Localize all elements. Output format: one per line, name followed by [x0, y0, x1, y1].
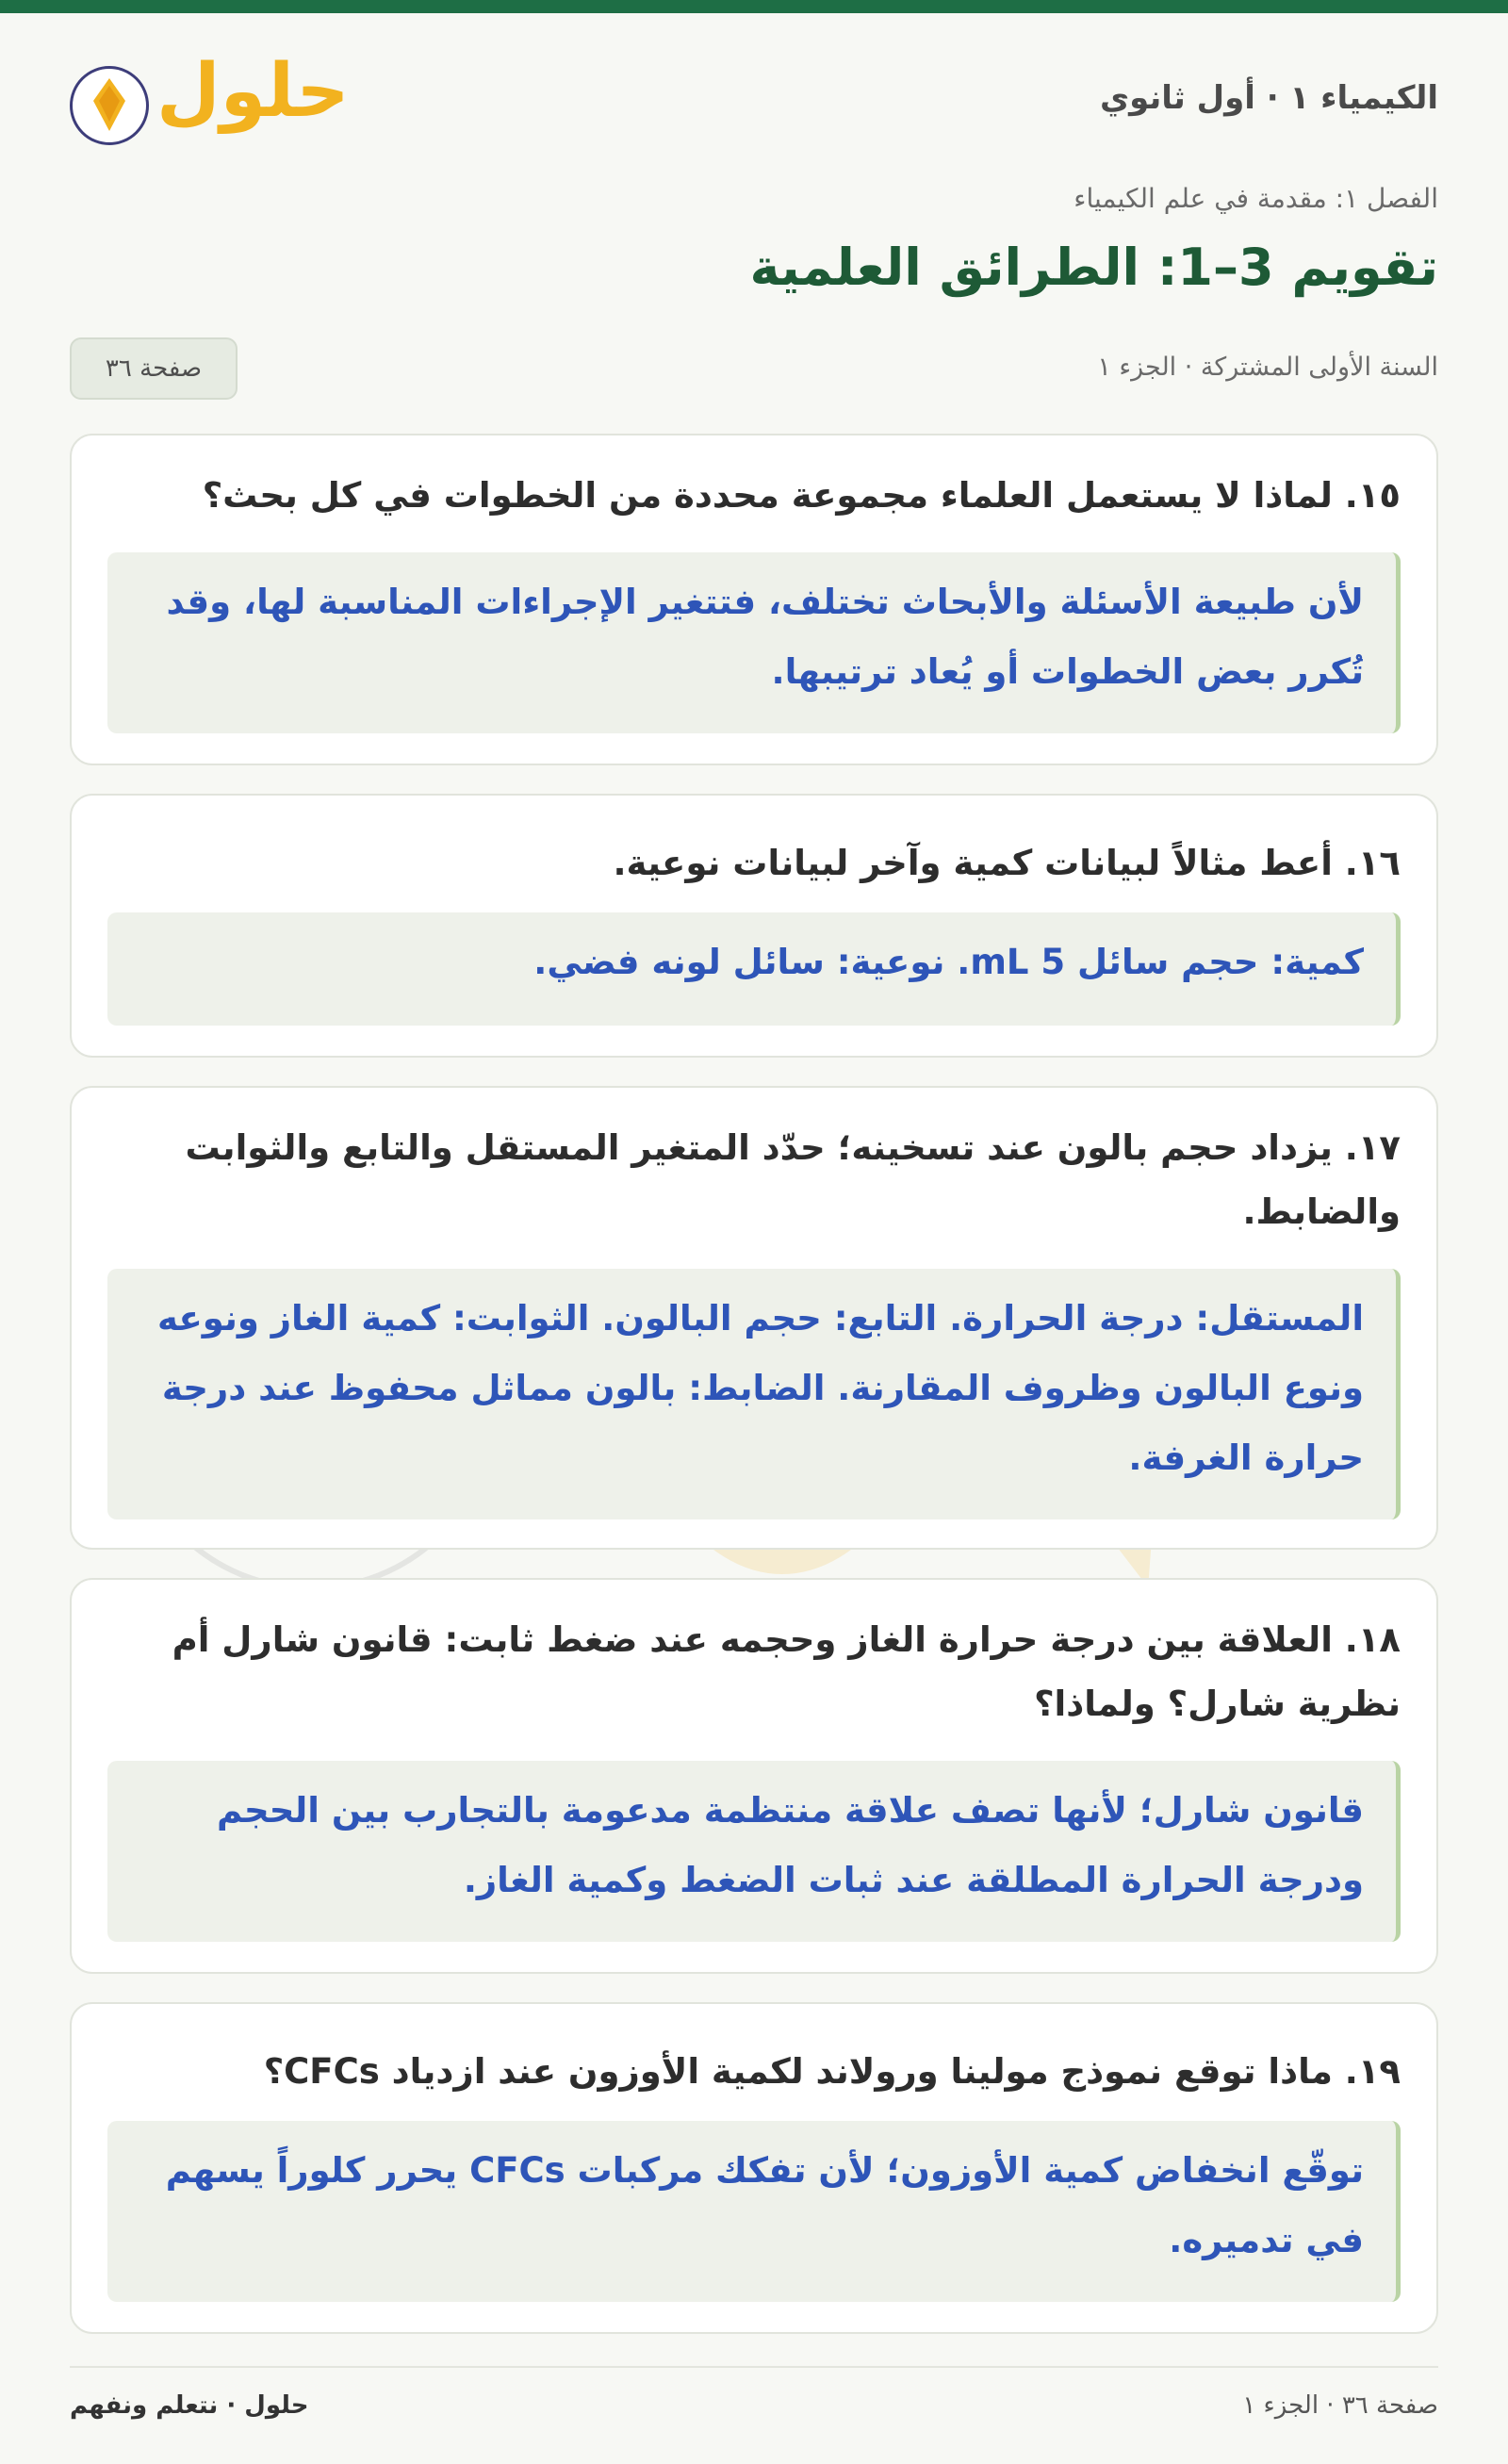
page-title: تقويم 3–1: الطرائق العلمية [749, 238, 1438, 297]
course-meta: السنة الأولى المشتركة · الجزء ١ [1097, 353, 1438, 382]
logo-wordmark: حلول [156, 49, 350, 134]
page-header [70, 49, 1438, 149]
footer-page-info: صفحة ٣٦ · الجزء ١ [1242, 2391, 1438, 2420]
question-text: ١٩. ماذا توقع نموذج مولينا ورولاند لكمية الأوزون عند ازدياد CFCs؟ [263, 2051, 1401, 2092]
hulul-logo[interactable] [70, 49, 350, 149]
footer-brand: حلول · نتعلم ونفهم [70, 2391, 309, 2420]
answer-text: لأن طبيعة الأسئلة والأبحاث تختلف، فتتغير الإجراءات المناسبة لها، وقد تُكرر بعض الخطوات أو يُعاد ترتيبها. [166, 582, 1364, 692]
page-number-badge: صفحة ٣٦ [70, 337, 238, 400]
answer-text: كمية: حجم سائل 5 mL. نوعية: سائل لونه فضي. [533, 942, 1364, 982]
answer-box [107, 552, 1401, 733]
question-text: ١٦. أعط مثالاً لبيانات كمية وآخر لبيانات نوعية. [613, 843, 1401, 883]
logo-emblem-icon [70, 66, 149, 145]
answer-box [107, 1269, 1401, 1519]
answer-box [107, 912, 1401, 1026]
question-card [70, 2002, 1438, 2334]
question-text: ١٥. لماذا لا يستعمل العلماء مجموعة محددة من الخطوات في كل بحث؟ [202, 475, 1401, 516]
answer-box [107, 1761, 1401, 1942]
question-card [70, 794, 1438, 1058]
answer-text: المستقل: درجة الحرارة. التابع: حجم البالون. الثوابت: كمية الغاز ونوعه ونوع البالون وظروف المقارنة. الضابط: بالون مماثل محفوظ عند درجة حرارة الغرفة. [157, 1298, 1364, 1478]
answer-text: توقّع انخفاض كمية الأوزون؛ لأن تفكك مركبات CFCs يحرر كلوراً يسهم في تدميره. [165, 2150, 1364, 2260]
answer-box [107, 2121, 1401, 2302]
answer-text: قانون شارل؛ لأنها تصف علاقة منتظمة مدعومة بالتجارب بين الحجم ودرجة الحرارة المطلقة عند ثبات الضغط وكمية الغاز. [217, 1790, 1364, 1900]
question-text: ١٧. يزداد حجم بالون عند تسخينه؛ حدّد المتغير المستقل والتابع والثوابت والضابط. [185, 1127, 1401, 1232]
footer-divider [70, 2366, 1438, 2368]
question-card [70, 1578, 1438, 1974]
chapter-label: الفصل ١: مقدمة في علم الكيمياء [1074, 183, 1438, 214]
top-accent-bar [0, 0, 1508, 13]
question-text: ١٨. العلاقة بين درجة حرارة الغاز وحجمه عند ضغط ثابت: قانون شارل أم نظرية شارل؟ ولماذا؟ [172, 1619, 1401, 1724]
question-card [70, 1086, 1438, 1550]
book-title: الكيمياء ١ · أول ثانوي [1100, 79, 1438, 117]
question-card [70, 434, 1438, 765]
